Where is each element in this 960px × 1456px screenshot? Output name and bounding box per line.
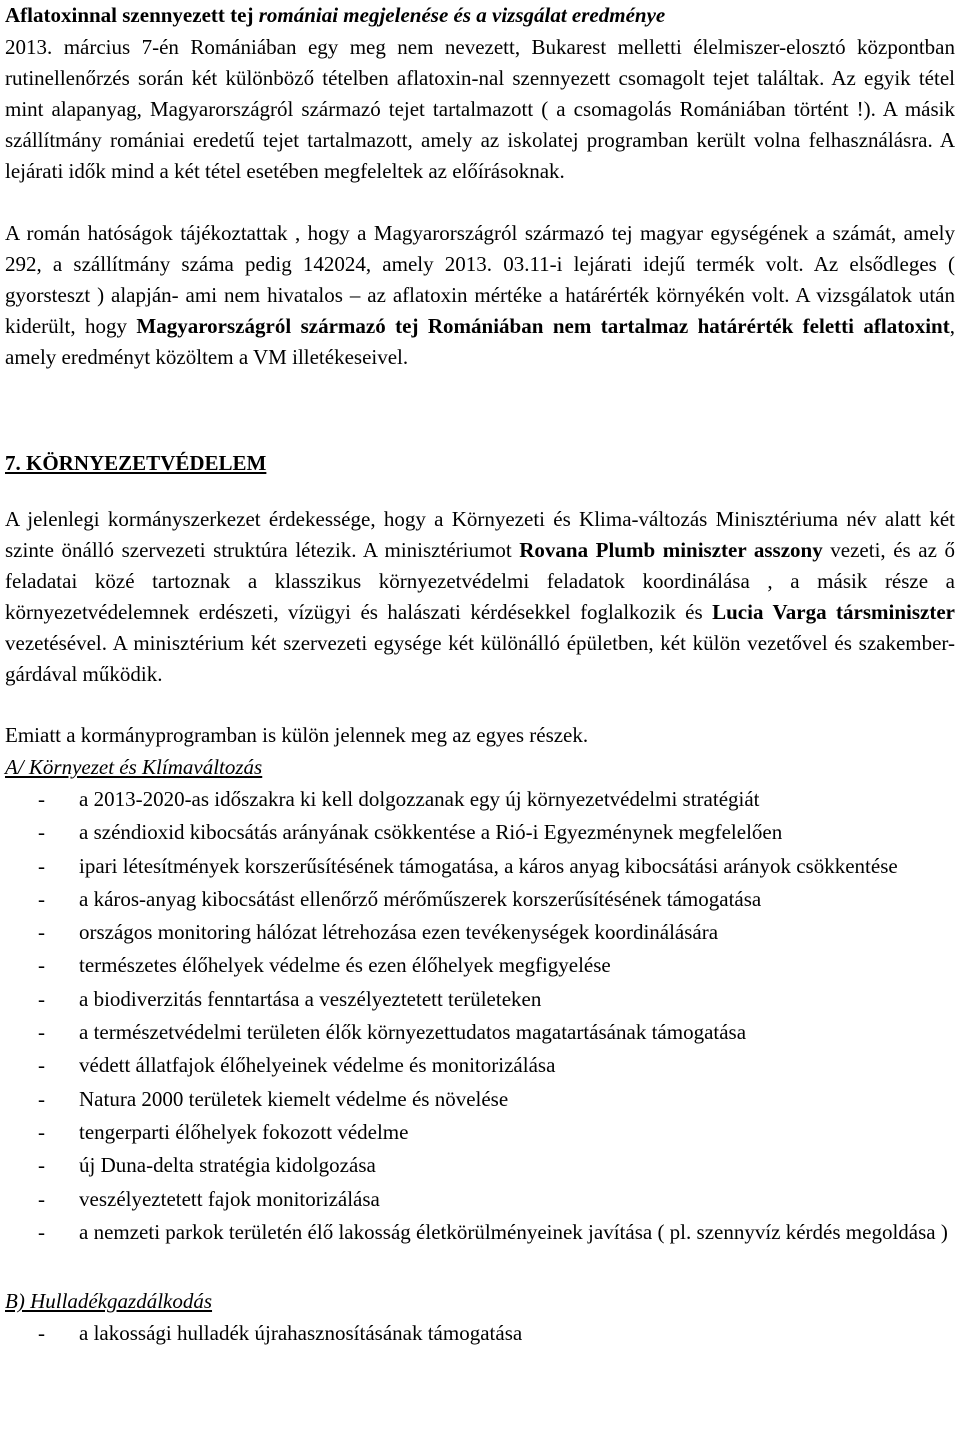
paragraph-3-text-b: vezeti, és az ő feladatai közé tartoznak a klasszikus környezetvédelmi feladatok koordinálása , a másik része a környezetvédelemnek erdészeti, vízügyi és halászati kérdésekkel foglalkozik és: [5, 538, 955, 624]
list-a: [5, 783, 955, 1249]
list-item: - országos monitoring hálózat létrehozása ezen tevékenységek koordinálására: [5, 916, 955, 949]
list-item: - természetes élőhelyek védelme és ezen élőhelyek megfigyelése: [5, 949, 955, 982]
paragraph-3-text-a: A jelenlegi kormányszerkezet érdekessége, hogy a Környezeti és Klima-változás Minisztériuma név alatt két szinte önálló szervezeti struktúra létezik. A minisztériumot: [5, 507, 955, 562]
list-item: - Natura 2000 területek kiemelt védelme és növelése: [5, 1083, 955, 1116]
list-item: - a nemzeti parkok területén élő lakosság életkörülményeinek javítása ( pl. szennyvíz kérdés megoldása ): [5, 1216, 955, 1249]
paragraph-3-bold-1: Rovana Plumb miniszter asszony: [519, 538, 823, 562]
section-heading-text: 7. KÖRNYEZETVÉDELEM: [5, 451, 267, 475]
paragraph-3: [5, 504, 955, 690]
list-item: - a biodiverzitás fenntartása a veszélyeztetett területeken: [5, 983, 955, 1016]
list-item: - ipari létesítmények korszerűsítésének támogatása, a káros anyag kibocsátási arányok csökkentése: [5, 850, 955, 883]
paragraph-2-bold: Magyarországról származó tej Romániában nem tartalmaz határérték feletti aflatoxint: [136, 314, 950, 338]
paragraph-4: Emiatt a kormányprogramban is külön jelennek meg az egyes részek.: [5, 723, 589, 747]
list-item: - a lakossági hulladék újrahasznosításának támogatása: [5, 1317, 955, 1350]
list-item: - tengerparti élőhelyek fokozott védelme: [5, 1116, 955, 1149]
paragraph-2-text-a: A román hatóságok tájékoztattak , hogy a Magyarországról származó tej magyar egységének a számát, amely 292, a szállítmány száma pedig 142024, amely 2013. 03.11-i lejárati idejű termék volt. Az elsődleges ( gyorsteszt ) alapján- ami nem hivatalos – az aflatoxin mértéke a határérték környékén volt. A vizsgálatok után kiderült, hogy: [5, 221, 955, 338]
list-item: - a széndioxid kibocsátás arányának csökkentése a Rió-i Egyezménynek megfelelően: [5, 816, 955, 849]
article-title: [5, 0, 955, 30]
list-item: - a természetvédelmi területen élők környezettudatos magatartásának támogatása: [5, 1016, 955, 1049]
paragraph-1: 2013. március 7-én Romániában egy meg nem nevezett, Bukarest melletti élelmiszer-elosztó központban rutinellenőrzés során két különböző tételben aflatoxin-nal szennyezett csomagolt tejet találtak. Az egyik tétel mint alapanyag, Magyarországról származó tejet tartalmazott ( a csomagolás Romániában történt !). A másik szállítmány romániai eredetű tejet tartalmazott, amely az iskolatej programban került volna felhasználásra. A lejárati idők mind a két tétel esetében megfeleltek az előírásoknak.: [5, 35, 955, 183]
article-title-plain: Aflatoxinnal szennyezett tej: [5, 3, 259, 27]
paragraph-2-text-b: , amely eredményt közöltem a VM illetékeseivel.: [5, 314, 955, 369]
section-heading: [5, 446, 955, 480]
list-item: - védett állatfajok élőhelyeinek védelme és monitorizálása: [5, 1049, 955, 1082]
article-title-italic: romániai megjelenése és a vizsgálat eredménye: [258, 3, 666, 27]
paragraph-2: [5, 218, 955, 373]
subsection-b-heading: B) Hulladékgazdálkodás: [5, 1289, 213, 1314]
list-b: [5, 1317, 955, 1350]
paragraph-3-bold-2: Lucia Varga társminiszter: [712, 600, 955, 624]
list-item: - a 2013-2020-as időszakra ki kell dolgozzanak egy új környezetvédelmi stratégiát: [5, 783, 955, 816]
list-item: - a káros-anyag kibocsátást ellenőrző mérőműszerek korszerűsítésének támogatása: [5, 883, 955, 916]
paragraph-3-text-c: vezetésével. A minisztérium két szervezeti egysége két különálló épületben, két külön vezetővel és szakember-gárdával működik.: [5, 631, 955, 686]
list-item: - új Duna-delta stratégia kidolgozása: [5, 1149, 955, 1182]
subsection-a-heading: A/ Környezet és Klímaváltozás: [5, 755, 263, 779]
list-item: - veszélyeztetett fajok monitorizálása: [5, 1183, 955, 1216]
